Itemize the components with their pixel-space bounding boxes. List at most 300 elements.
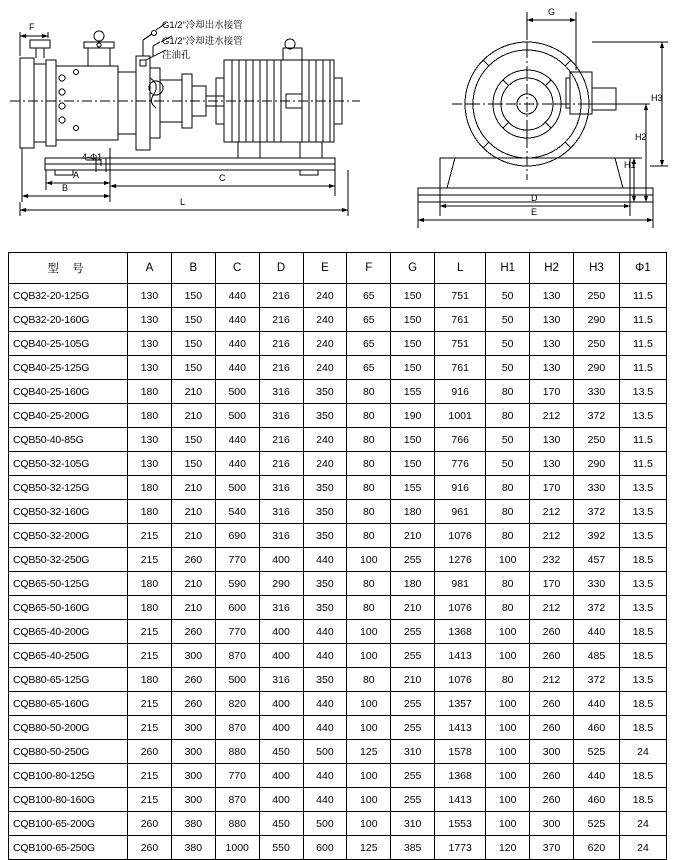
cell-H3: 485 <box>573 644 619 668</box>
column-header-H3: H3 <box>573 253 619 284</box>
table-row <box>9 836 667 860</box>
table-row <box>9 572 667 596</box>
cell-model: CQB40-25-200G <box>9 404 128 428</box>
cell-E: 500 <box>303 812 347 836</box>
dimension-label-D: D <box>531 193 538 203</box>
dimension-label-L: L <box>180 197 186 207</box>
cell-C: 870 <box>215 788 259 812</box>
cell-E: 350 <box>303 380 347 404</box>
cell-Φ1: 11.5 <box>619 452 666 476</box>
cell-Φ1: 13.5 <box>619 668 666 692</box>
cell-B: 380 <box>171 836 215 860</box>
cell-A: 130 <box>128 452 172 476</box>
cell-H1: 100 <box>486 692 530 716</box>
cell-A: 130 <box>128 428 172 452</box>
cell-H2: 130 <box>530 356 574 380</box>
cell-H1: 100 <box>486 764 530 788</box>
cell-H1: 100 <box>486 548 530 572</box>
cell-model: CQB50-32-160G <box>9 500 128 524</box>
cell-H1: 120 <box>486 836 530 860</box>
cell-H2: 260 <box>530 764 574 788</box>
cell-E: 240 <box>303 308 347 332</box>
cell-H2: 260 <box>530 620 574 644</box>
cell-A: 215 <box>128 716 172 740</box>
cell-H3: 525 <box>573 812 619 836</box>
cell-B: 260 <box>171 668 215 692</box>
cell-F: 65 <box>347 284 391 308</box>
cell-G: 255 <box>391 644 435 668</box>
cell-A: 130 <box>128 308 172 332</box>
cell-A: 130 <box>128 332 172 356</box>
cell-B: 260 <box>171 620 215 644</box>
table-row <box>9 284 667 308</box>
cell-G: 150 <box>391 428 435 452</box>
cell-model: CQB100-80-125G <box>9 764 128 788</box>
cell-G: 150 <box>391 452 435 476</box>
cell-G: 255 <box>391 692 435 716</box>
cell-E: 350 <box>303 404 347 428</box>
cell-model: CQB80-50-250G <box>9 740 128 764</box>
cell-E: 600 <box>303 836 347 860</box>
cell-model: CQB65-40-200G <box>9 620 128 644</box>
cell-D: 550 <box>259 836 303 860</box>
cell-C: 870 <box>215 716 259 740</box>
cell-H2: 212 <box>530 668 574 692</box>
column-header-H1: H1 <box>486 253 530 284</box>
cell-C: 870 <box>215 644 259 668</box>
cell-G: 210 <box>391 596 435 620</box>
drawing-svg <box>0 0 675 240</box>
cell-H3: 440 <box>573 692 619 716</box>
cell-A: 215 <box>128 788 172 812</box>
cell-F: 100 <box>347 764 391 788</box>
cell-C: 440 <box>215 356 259 380</box>
cell-F: 65 <box>347 308 391 332</box>
cell-H2: 212 <box>530 596 574 620</box>
cell-A: 180 <box>128 668 172 692</box>
cell-C: 690 <box>215 524 259 548</box>
cell-L: 916 <box>435 476 486 500</box>
cell-E: 240 <box>303 428 347 452</box>
cell-L: 1578 <box>435 740 486 764</box>
cell-Φ1: 13.5 <box>619 524 666 548</box>
cell-D: 400 <box>259 644 303 668</box>
cell-H3: 250 <box>573 428 619 452</box>
cell-Φ1: 18.5 <box>619 620 666 644</box>
cell-H3: 290 <box>573 308 619 332</box>
dimension-label-H2: H2 <box>635 132 647 142</box>
cell-model: CQB80-50-200G <box>9 716 128 740</box>
cell-E: 240 <box>303 332 347 356</box>
column-header-model: 型 号 <box>9 253 128 284</box>
cell-D: 316 <box>259 476 303 500</box>
cell-C: 500 <box>215 668 259 692</box>
cell-model: CQB50-32-105G <box>9 452 128 476</box>
table-row <box>9 500 667 524</box>
cell-D: 216 <box>259 332 303 356</box>
cell-G: 180 <box>391 500 435 524</box>
cell-H2: 260 <box>530 692 574 716</box>
dimension-label-C: C <box>219 173 226 183</box>
table-row <box>9 716 667 740</box>
cell-H3: 330 <box>573 572 619 596</box>
column-header-G: G <box>391 253 435 284</box>
cell-H3: 620 <box>573 836 619 860</box>
cell-H3: 330 <box>573 380 619 404</box>
cell-model: CQB40-25-125G <box>9 356 128 380</box>
cell-C: 1000 <box>215 836 259 860</box>
table-row <box>9 764 667 788</box>
cell-H1: 100 <box>486 740 530 764</box>
cell-F: 125 <box>347 836 391 860</box>
cell-H3: 290 <box>573 356 619 380</box>
table-row <box>9 596 667 620</box>
cell-D: 216 <box>259 356 303 380</box>
cell-H1: 50 <box>486 308 530 332</box>
cell-C: 440 <box>215 332 259 356</box>
cell-A: 180 <box>128 380 172 404</box>
column-header-D: D <box>259 253 303 284</box>
cell-G: 210 <box>391 524 435 548</box>
cell-G: 210 <box>391 668 435 692</box>
cell-H3: 457 <box>573 548 619 572</box>
cell-E: 440 <box>303 764 347 788</box>
cell-E: 350 <box>303 524 347 548</box>
cell-H2: 370 <box>530 836 574 860</box>
cell-Φ1: 18.5 <box>619 764 666 788</box>
cell-L: 1413 <box>435 644 486 668</box>
cell-H1: 50 <box>486 284 530 308</box>
table-row <box>9 788 667 812</box>
cell-model: CQB100-65-250G <box>9 836 128 860</box>
cell-Φ1: 11.5 <box>619 428 666 452</box>
table-row <box>9 308 667 332</box>
cell-H1: 80 <box>486 572 530 596</box>
cell-F: 80 <box>347 524 391 548</box>
cell-E: 440 <box>303 716 347 740</box>
cell-E: 440 <box>303 692 347 716</box>
cell-L: 1413 <box>435 788 486 812</box>
cell-A: 215 <box>128 692 172 716</box>
cell-D: 316 <box>259 500 303 524</box>
cell-H1: 80 <box>486 500 530 524</box>
cell-F: 125 <box>347 740 391 764</box>
cell-H3: 372 <box>573 404 619 428</box>
cell-F: 100 <box>347 548 391 572</box>
cell-L: 1076 <box>435 668 486 692</box>
cell-L: 1413 <box>435 716 486 740</box>
cell-H2: 130 <box>530 284 574 308</box>
cell-A: 260 <box>128 740 172 764</box>
dimension-label-E: E <box>531 207 538 217</box>
dimension-spec-table <box>8 252 667 860</box>
cell-H1: 100 <box>486 812 530 836</box>
cell-E: 240 <box>303 452 347 476</box>
cell-H3: 440 <box>573 764 619 788</box>
cell-H2: 212 <box>530 500 574 524</box>
table-row <box>9 668 667 692</box>
cell-B: 210 <box>171 572 215 596</box>
cell-H2: 212 <box>530 524 574 548</box>
cell-H1: 80 <box>486 404 530 428</box>
cell-B: 300 <box>171 740 215 764</box>
cell-G: 180 <box>391 572 435 596</box>
cell-H3: 330 <box>573 476 619 500</box>
cell-F: 100 <box>347 788 391 812</box>
cell-H1: 50 <box>486 332 530 356</box>
cell-B: 150 <box>171 332 215 356</box>
dimension-label-H1: H1 <box>624 160 636 170</box>
cell-C: 600 <box>215 596 259 620</box>
cell-F: 100 <box>347 812 391 836</box>
cell-B: 260 <box>171 692 215 716</box>
cooling-water-inlet-label: G1/2”冷却进水接管 <box>162 36 243 47</box>
cell-A: 215 <box>128 764 172 788</box>
cell-D: 216 <box>259 428 303 452</box>
cell-model: CQB65-50-125G <box>9 572 128 596</box>
cell-F: 80 <box>347 404 391 428</box>
cell-Φ1: 18.5 <box>619 788 666 812</box>
cell-Φ1: 11.5 <box>619 356 666 380</box>
cell-D: 450 <box>259 812 303 836</box>
cell-L: 1276 <box>435 548 486 572</box>
cell-H3: 250 <box>573 332 619 356</box>
cell-G: 255 <box>391 788 435 812</box>
cell-F: 100 <box>347 644 391 668</box>
cell-L: 766 <box>435 428 486 452</box>
cell-Φ1: 13.5 <box>619 404 666 428</box>
cell-L: 1368 <box>435 620 486 644</box>
cell-A: 215 <box>128 548 172 572</box>
column-header-H2: H2 <box>530 253 574 284</box>
cell-A: 180 <box>128 404 172 428</box>
cell-D: 400 <box>259 620 303 644</box>
cell-L: 1773 <box>435 836 486 860</box>
cell-G: 150 <box>391 284 435 308</box>
cell-C: 880 <box>215 812 259 836</box>
cell-H1: 50 <box>486 356 530 380</box>
table-row <box>9 428 667 452</box>
cell-F: 80 <box>347 596 391 620</box>
cell-F: 65 <box>347 356 391 380</box>
table-row <box>9 548 667 572</box>
cell-H3: 440 <box>573 620 619 644</box>
cell-L: 751 <box>435 284 486 308</box>
cell-B: 210 <box>171 596 215 620</box>
cell-E: 350 <box>303 596 347 620</box>
cell-D: 400 <box>259 548 303 572</box>
cell-E: 350 <box>303 500 347 524</box>
dimension-label-H3: H3 <box>651 93 663 103</box>
cell-E: 350 <box>303 476 347 500</box>
cell-A: 215 <box>128 644 172 668</box>
cell-F: 100 <box>347 716 391 740</box>
cell-F: 80 <box>347 572 391 596</box>
cell-H1: 80 <box>486 668 530 692</box>
cell-H1: 50 <box>486 452 530 476</box>
cell-G: 310 <box>391 812 435 836</box>
cell-C: 440 <box>215 428 259 452</box>
cell-F: 100 <box>347 692 391 716</box>
cell-H1: 50 <box>486 428 530 452</box>
cell-D: 316 <box>259 404 303 428</box>
cell-H1: 100 <box>486 716 530 740</box>
cell-H2: 260 <box>530 788 574 812</box>
cell-G: 155 <box>391 380 435 404</box>
cell-G: 255 <box>391 764 435 788</box>
cell-A: 260 <box>128 812 172 836</box>
cell-H2: 260 <box>530 644 574 668</box>
table-row <box>9 452 667 476</box>
cell-H3: 460 <box>573 788 619 812</box>
cell-Φ1: 13.5 <box>619 500 666 524</box>
cell-model: CQB50-32-250G <box>9 548 128 572</box>
cell-A: 180 <box>128 572 172 596</box>
cell-F: 80 <box>347 380 391 404</box>
cell-C: 440 <box>215 284 259 308</box>
cell-model: CQB50-32-200G <box>9 524 128 548</box>
cell-C: 500 <box>215 380 259 404</box>
cell-G: 150 <box>391 356 435 380</box>
cell-Φ1: 18.5 <box>619 644 666 668</box>
cell-E: 350 <box>303 572 347 596</box>
cell-C: 500 <box>215 404 259 428</box>
cell-D: 400 <box>259 692 303 716</box>
table-row <box>9 404 667 428</box>
cell-model: CQB40-25-160G <box>9 380 128 404</box>
cell-G: 255 <box>391 716 435 740</box>
cell-H2: 130 <box>530 308 574 332</box>
table-row <box>9 476 667 500</box>
cell-B: 300 <box>171 716 215 740</box>
bolt-hole-label: 4-Φ1 <box>82 152 103 162</box>
cell-C: 770 <box>215 620 259 644</box>
cell-model: CQB32-20-125G <box>9 284 128 308</box>
cell-H3: 250 <box>573 284 619 308</box>
cell-L: 1076 <box>435 596 486 620</box>
cell-model: CQB100-65-200G <box>9 812 128 836</box>
table-header-row <box>9 253 667 284</box>
column-header-C: C <box>215 253 259 284</box>
cell-C: 590 <box>215 572 259 596</box>
cell-H2: 212 <box>530 404 574 428</box>
cell-C: 770 <box>215 764 259 788</box>
cell-model: CQB32-20-160G <box>9 308 128 332</box>
dimension-label-G: G <box>548 7 556 17</box>
cell-H2: 300 <box>530 812 574 836</box>
cell-A: 180 <box>128 476 172 500</box>
cell-model: CQB40-25-105G <box>9 332 128 356</box>
cell-E: 440 <box>303 548 347 572</box>
cell-D: 450 <box>259 740 303 764</box>
cell-G: 310 <box>391 740 435 764</box>
cell-B: 210 <box>171 404 215 428</box>
column-header-B: B <box>171 253 215 284</box>
cell-E: 440 <box>303 620 347 644</box>
cell-L: 961 <box>435 500 486 524</box>
cell-H2: 130 <box>530 428 574 452</box>
cell-L: 1076 <box>435 524 486 548</box>
cell-B: 210 <box>171 380 215 404</box>
cell-Φ1: 11.5 <box>619 332 666 356</box>
cell-L: 761 <box>435 356 486 380</box>
cell-model: CQB65-50-160G <box>9 596 128 620</box>
cell-F: 65 <box>347 332 391 356</box>
cell-B: 300 <box>171 764 215 788</box>
table-row <box>9 524 667 548</box>
cell-D: 216 <box>259 452 303 476</box>
cell-model: CQB50-32-125G <box>9 476 128 500</box>
cell-B: 260 <box>171 548 215 572</box>
cell-A: 260 <box>128 836 172 860</box>
cell-B: 210 <box>171 524 215 548</box>
cell-Φ1: 13.5 <box>619 476 666 500</box>
cell-D: 316 <box>259 524 303 548</box>
cell-H1: 100 <box>486 788 530 812</box>
cell-L: 761 <box>435 308 486 332</box>
cell-C: 820 <box>215 692 259 716</box>
cell-D: 216 <box>259 284 303 308</box>
cell-H1: 80 <box>486 380 530 404</box>
cell-F: 80 <box>347 500 391 524</box>
cell-B: 150 <box>171 452 215 476</box>
cell-H3: 290 <box>573 452 619 476</box>
cell-H3: 372 <box>573 668 619 692</box>
cell-Φ1: 24 <box>619 812 666 836</box>
cell-G: 150 <box>391 308 435 332</box>
cell-H1: 100 <box>486 620 530 644</box>
oil-fill-hole-label: 注油孔 <box>162 50 191 61</box>
cell-H1: 100 <box>486 644 530 668</box>
cell-L: 751 <box>435 332 486 356</box>
table-row <box>9 332 667 356</box>
cell-A: 180 <box>128 596 172 620</box>
cell-H3: 372 <box>573 500 619 524</box>
cell-B: 210 <box>171 500 215 524</box>
cell-B: 150 <box>171 308 215 332</box>
cell-model: CQB50-40-85G <box>9 428 128 452</box>
cell-H2: 170 <box>530 476 574 500</box>
cell-D: 400 <box>259 788 303 812</box>
cooling-water-outlet-label: G1/2”冷却出水接管 <box>162 20 243 31</box>
cell-H2: 170 <box>530 380 574 404</box>
cell-C: 440 <box>215 452 259 476</box>
cell-A: 215 <box>128 620 172 644</box>
cell-F: 80 <box>347 668 391 692</box>
cell-A: 215 <box>128 524 172 548</box>
cell-H3: 460 <box>573 716 619 740</box>
cell-H2: 130 <box>530 332 574 356</box>
cell-B: 210 <box>171 476 215 500</box>
cell-A: 130 <box>128 356 172 380</box>
cell-H1: 80 <box>486 524 530 548</box>
cell-G: 255 <box>391 620 435 644</box>
dimension-label-F: F <box>29 22 35 32</box>
cell-L: 1553 <box>435 812 486 836</box>
cell-D: 216 <box>259 308 303 332</box>
cell-E: 440 <box>303 644 347 668</box>
cell-F: 80 <box>347 452 391 476</box>
cell-B: 150 <box>171 284 215 308</box>
cell-B: 300 <box>171 644 215 668</box>
cell-Φ1: 11.5 <box>619 308 666 332</box>
cell-G: 255 <box>391 548 435 572</box>
cell-G: 155 <box>391 476 435 500</box>
cell-Φ1: 13.5 <box>619 596 666 620</box>
cell-Φ1: 13.5 <box>619 572 666 596</box>
cell-D: 400 <box>259 764 303 788</box>
cell-C: 770 <box>215 548 259 572</box>
